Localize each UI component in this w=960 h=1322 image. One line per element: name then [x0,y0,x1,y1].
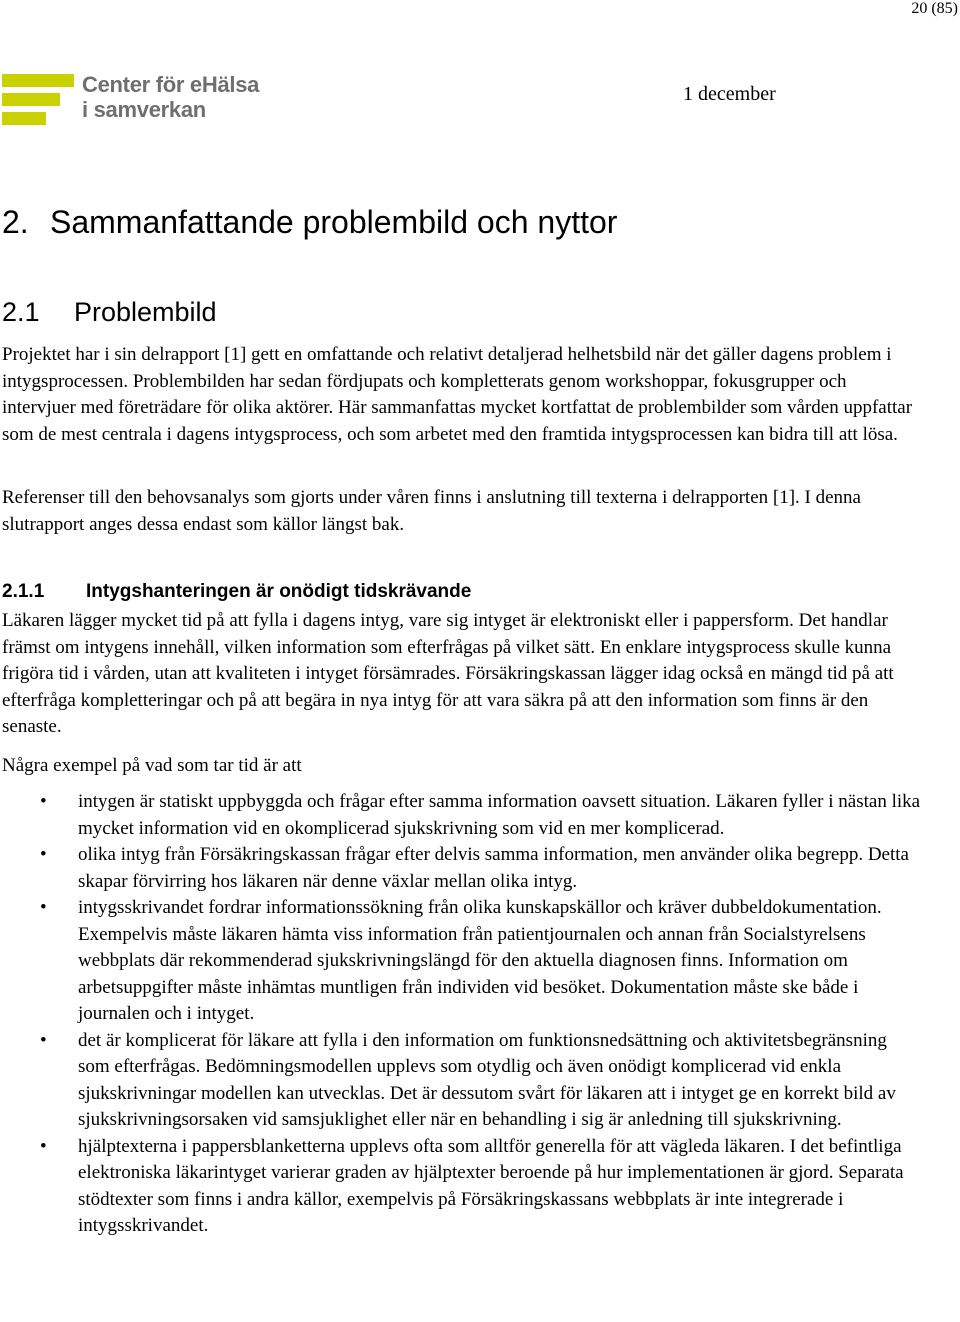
bullet-icon: • [40,1029,47,1051]
bullet-icon: • [40,897,47,918]
bullet-icon: • [40,791,47,812]
logo-text-line1: Center för eHälsa [82,72,260,97]
list-item [2,895,922,1028]
paragraph-examples-intro: Några exempel på vad som tar tid är att [2,755,302,776]
examples-list [2,789,922,1240]
header-date: 1 december [683,83,776,105]
list-item-text: det är komplicerat för läkare att fylla i den information om funktionsnedsättning och aktivitetsbegränsning som efterfrågas. Bedömningsmodellen upplevs som otydlig och även onödigt komplicerad vid enkla sjukskrivningar modellen kan utvecklas. Det är dessutom svårt för läkaren att i intyget ge en korrekt bild av sjukskrivningsorsaken vid samsjuklighet eller när en behandling i sig är anledning till sjukskrivning. [78,1029,896,1130]
section-heading [2,295,217,329]
paragraph-time-consuming: Läkaren lägger mycket tid på att fylla i dagens intyg, vare sig intyget är elektroniskt eller i pappersform. Det handlar främst om intygens innehåll, vilken information som efterfrågas på vilket sätt. En enklare intygsprocess skulle kunna frigöra tid i vården, utan att kvaliteten i intyget försämrades. Försäkringskassan lägger idag också en mängd tid på att efterfråga kompletteringar och på att begära in nya intyg för att vara säkra på att den information som finns är den senaste. [2,610,894,737]
paragraph-intro: Projektet har i sin delrapport [1] gett en omfattande och relativt detaljerad helhetsbild när det gäller dagens problem i intygsprocessen. Problembilden har sedan fördjupats och kompletterats genom workshoppar, fokusgrupper och intervjuer med företrädare för olika aktörer. Här sammanfattas mycket kortfattat de problembilder som vården uppfattar som de mest centrala i dagens intygsprocess, och som arbetet med den framtida intygsprocessen kan bidra till att lösa. [2,344,913,445]
logo-text [82,72,259,122]
logo-bar [2,74,74,87]
bullet-icon: • [40,844,47,865]
list-item [2,1028,922,1134]
list-item-text: intygsskrivandet fordrar informationssökning från olika kunskapskällor och kräver dubbeldokumentation. Exempelvis måste läkaren hämta viss information från patientjournalen och annan från Socialstyrelsens webbplats där rekommenderad sjukskrivningslängd för den aktuella diagnosen finns. Information om arbetsuppgifter måste inhämtas muntligen från individen vid besöket. Dokumentation måste ske både i journalen och i intyget. [78,897,882,1024]
bullet-icon: • [40,1135,47,1157]
center-for-ehalsa-logo [2,74,262,126]
list-item [2,1134,922,1240]
logo-bars-icon [2,74,74,126]
paragraph-references: Referenser till den behovsanalys som gjorts under våren finns i anslutning till texterna i delrapporten [1]. I denna slutrapport anges dessa endast som källor längst bak. [2,487,861,535]
chapter-title: Sammanfattande problembild och nyttor [50,204,618,240]
subsection-title: Intygshanteringen är onödigt tidskrävande [86,581,472,602]
subsection-number: 2.1.1 [2,581,45,602]
logo-text-line2: i samverkan [82,97,206,122]
list-item-text: intygen är statiskt uppbyggda och frågar efter samma information oavsett situation. Läkaren fyller i nästan lika mycket information vid en okomplicerad sjukskrivning som vid en mer komplicerad. [78,791,921,839]
list-item-text: olika intyg från Försäkringskassan frågar efter delvis samma information, men använder olika begrepp. Detta skapar förvirring hos läkaren när denne växlar mellan olika intyg. [78,844,909,892]
chapter-heading [2,202,617,242]
list-item [2,789,922,842]
subsection-heading [2,579,471,605]
chapter-number: 2. [2,204,29,240]
page-number: 20 (85) [911,0,958,17]
logo-bar [2,93,60,106]
section-title: Problembild [74,297,217,327]
section-number: 2.1 [2,297,40,327]
list-item [2,842,922,895]
list-item-text: hjälptexterna i pappersblanketterna upplevs ofta som alltför generella för att vägleda läkaren. I det befintliga elektroniska läkarintyget varierar graden av hjälptexter beroende på hur implementationen är gjord. Separata stödtexter som finns i andra källor, exempelvis på Försäkringskassans webbplats är inte integrerade i intygsskrivandet. [78,1135,904,1236]
logo-bar [2,112,46,125]
